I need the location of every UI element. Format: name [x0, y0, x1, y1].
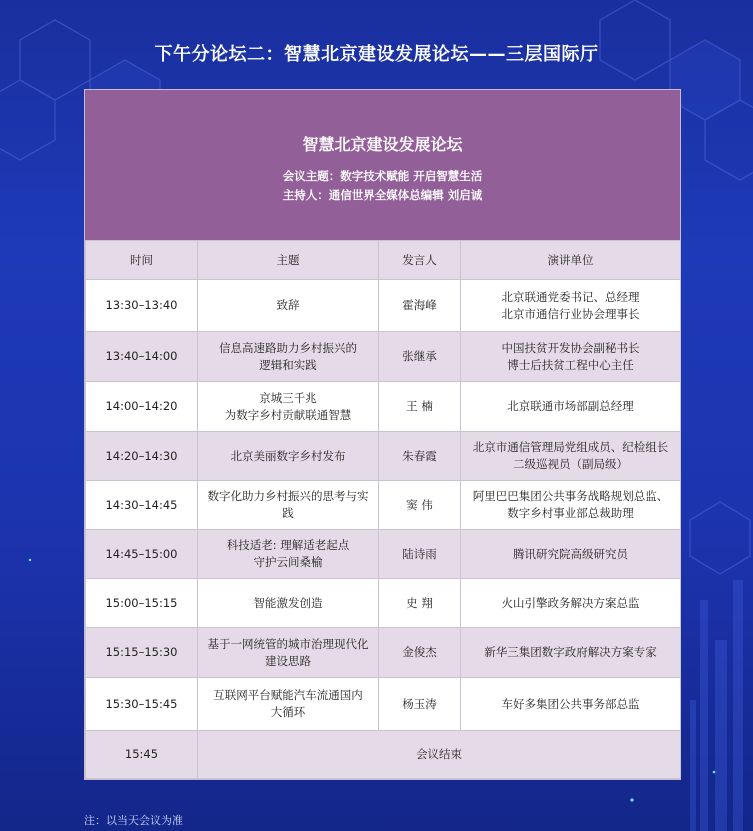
closing-label: 会议结束 [198, 731, 681, 779]
row-topic: 基于一网统管的城市治理现代化 建设思路 [198, 628, 379, 678]
row-speaker: 朱春霞 [379, 432, 461, 481]
row-topic: 数字化助力乡村振兴的思考与实践 [198, 481, 379, 530]
row-time: 14:00–14:20 [86, 382, 198, 432]
row-topic: 京城三千兆 为数字乡村贡献联通智慧 [198, 382, 379, 432]
table-row [86, 481, 681, 530]
agenda-table [85, 240, 681, 779]
row-speaker: 杨玉涛 [379, 678, 461, 731]
row-time: 13:30–13:40 [86, 280, 198, 332]
row-org: 阿里巴巴集团公共事务战略规划总监、 数字乡村事业部总裁助理 [461, 481, 681, 530]
row-time: 14:30–14:45 [86, 481, 198, 530]
row-topic: 互联网平台赋能汽车流通国内 大循环 [198, 678, 379, 731]
row-speaker: 王 楠 [379, 382, 461, 432]
row-speaker: 金俊杰 [379, 628, 461, 678]
forum-title: 智慧北京建设发展论坛 [302, 135, 463, 154]
row-time: 15:15–15:30 [86, 628, 198, 678]
row-topic: 北京美丽数字乡村发布 [198, 432, 379, 481]
row-time: 15:30–15:45 [86, 678, 198, 731]
agenda-card [84, 89, 681, 780]
table-row [86, 332, 681, 382]
row-topic: 信息高速路助力乡村振兴的 逻辑和实践 [198, 332, 379, 382]
forum-host: 主持人：通信世界全媒体总编辑 刘启诚 [282, 188, 483, 202]
table-header-row [86, 241, 681, 280]
row-org: 车好多集团公共事务部总监 [461, 678, 681, 731]
header-org: 演讲单位 [461, 241, 681, 280]
row-org: 北京市通信管理局党组成员、纪检组长 二级巡视员（副局级） [461, 432, 681, 481]
row-org: 北京联通党委书记、总经理 北京市通信行业协会理事长 [461, 280, 681, 332]
header-speaker: 发言人 [379, 241, 461, 280]
row-topic: 科技适老: 理解适老起点 守护云间桑榆 [198, 530, 379, 579]
forum-theme: 会议主题：数字技术赋能 开启智慧生活 [282, 169, 483, 183]
row-time: 14:20–14:30 [86, 432, 198, 481]
table-row [86, 678, 681, 731]
footnote: 注：以当天会议为准 [84, 814, 183, 827]
table-row [86, 280, 681, 332]
forum-header [85, 90, 680, 240]
row-speaker: 张继承 [379, 332, 461, 382]
table-row [86, 628, 681, 678]
table-row [86, 530, 681, 579]
row-org: 腾讯研究院高级研究员 [461, 530, 681, 579]
header-topic: 主题 [198, 241, 379, 280]
row-speaker: 陆诗雨 [379, 530, 461, 579]
row-org: 火山引擎政务解决方案总监 [461, 579, 681, 628]
row-org: 北京联通市场部副总经理 [461, 382, 681, 432]
row-topic: 智能激发创造 [198, 579, 379, 628]
row-time: 13:40–14:00 [86, 332, 198, 382]
row-speaker: 霍海峰 [379, 280, 461, 332]
row-speaker: 窦 伟 [379, 481, 461, 530]
closing-row [86, 731, 681, 779]
row-time: 14:45–15:00 [86, 530, 198, 579]
table-row [86, 382, 681, 432]
header-time: 时间 [86, 241, 198, 280]
row-time: 15:00–15:15 [86, 579, 198, 628]
row-topic: 致辞 [198, 280, 379, 332]
row-org: 新华三集团数字政府解决方案专家 [461, 628, 681, 678]
closing-time: 15:45 [86, 731, 198, 779]
table-row [86, 579, 681, 628]
row-speaker: 史 翔 [379, 579, 461, 628]
table-row [86, 432, 681, 481]
page-title: 下午分论坛二：智慧北京建设发展论坛——三层国际厅 [154, 44, 599, 65]
row-org: 中国扶贫开发协会副秘书长 博士后扶贫工程中心主任 [461, 332, 681, 382]
